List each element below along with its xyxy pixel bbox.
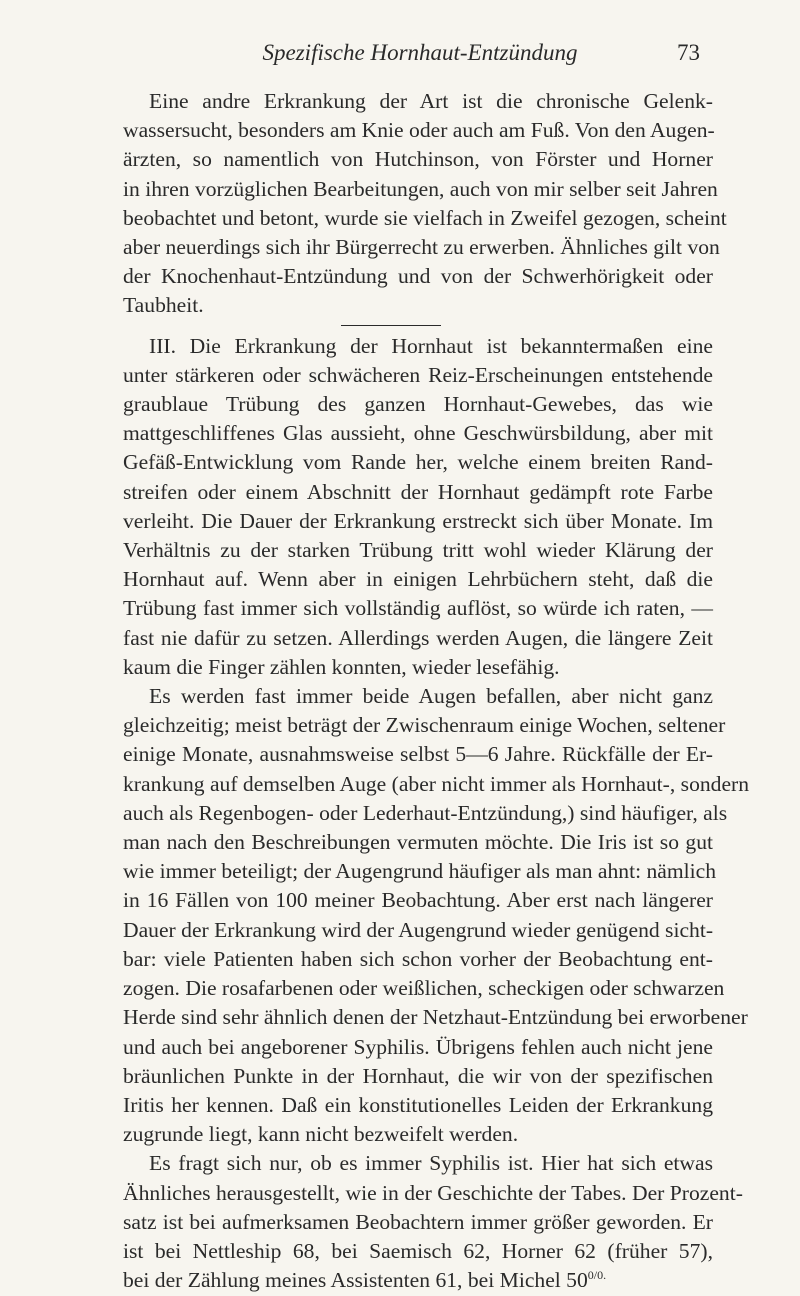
text-line: der Knochenhaut-Entzündung und von der Schwerhörigkeit oder: [123, 264, 713, 289]
body-text: [123, 87, 750, 1295]
text-line: bräunlichen Punkte in der Hornhaut, die wir von der spezifischen: [123, 1063, 713, 1088]
text-line: Herde sind sehr ähnlich denen der Netzhaut-Entzündung bei erworbener: [123, 1005, 748, 1030]
text-line: gleichzeitig; meist beträgt der Zwischenraum einige Wochen, seltener: [123, 713, 726, 738]
text-line: krankung auf demselben Auge (aber nicht immer als Hornhaut-, sondern: [123, 771, 750, 796]
text-line: in 16 Fällen von 100 meiner Beobachtung. Aber erst nach längerer: [123, 888, 713, 913]
text-line: wie immer beteiligt; der Augengrund häufiger als man ahnt: nämlich: [123, 859, 717, 884]
paragraph-1: [123, 87, 727, 321]
text-line: Ähnliches herausgestellt, wie in der Geschichte der Tabes. Der Prozent-: [123, 1180, 743, 1205]
paragraph-4: [123, 1149, 743, 1295]
text-line: einige Monate, ausnahmsweise selbst 5—6 Jahre. Rückfälle der Er-: [123, 742, 713, 767]
text-line: verleiht. Die Dauer der Erkrankung erstreckt sich über Monate. Im: [123, 508, 713, 533]
percent-symbol: 0/0.: [587, 1267, 607, 1282]
text-line: mattgeschliffenes Glas aussieht, ohne Geschwürsbildung, aber mit: [123, 421, 713, 446]
text-line-final-text: bei der Zählung meines Assistenten 61, bei Michel 50: [123, 1268, 588, 1293]
text-line: aber neuerdings sich ihr Bürgerrecht zu erwerben. Ähnliches gilt von: [123, 235, 720, 260]
page-header: [140, 40, 700, 80]
text-line: bar: viele Patienten haben sich schon vorher der Beobachtung ent-: [123, 946, 713, 971]
text-line: Es werden fast immer beide Augen befallen, aber nicht ganz: [149, 684, 713, 709]
text-line: Verhältnis zu der starken Trübung tritt wohl wieder Klärung der: [123, 538, 713, 563]
text-line: zogen. Die rosafarbenen oder weißlichen, scheckigen oder schwarzen: [123, 976, 725, 1001]
text-line: Taubheit.: [123, 293, 204, 318]
text-line-final: [123, 1266, 713, 1295]
text-line: Es fragt sich nur, ob es immer Syphilis ist. Hier hat sich etwas: [149, 1151, 713, 1176]
text-line: kaum die Finger zählen konnten, wieder lesefähig.: [123, 654, 560, 679]
text-line: unter stärkeren oder schwächeren Reiz-Erscheinungen entstehende: [123, 362, 713, 387]
text-line: Gefäß-Entwicklung vom Rande her, welche einem breiten Rand-: [123, 450, 713, 475]
text-line: Dauer der Erkrankung wird der Augengrund wieder genügend sicht-: [123, 917, 714, 942]
text-line: Hornhaut auf. Wenn aber in einigen Lehrbüchern steht, daß die: [123, 567, 713, 592]
text-line: streifen oder einem Abschnitt der Hornhaut gedämpft rote Farbe: [123, 479, 713, 504]
text-line: fast nie dafür zu setzen. Allerdings werden Augen, die längere Zeit: [123, 625, 713, 650]
text-line: ist bei Nettleship 68, bei Saemisch 62, Horner 62 (früher 57),: [123, 1238, 713, 1263]
paragraph-2: [123, 332, 713, 682]
text-line: man nach den Beschreibungen vermuten möchte. Die Iris ist so gut: [123, 830, 713, 855]
text-line: Iritis her kennen. Daß ein konstitutionelles Leiden der Erkrankung: [123, 1092, 713, 1117]
text-line: beobachtet und betont, wurde sie vielfach in Zweifel gezogen, scheint: [123, 205, 727, 230]
text-line: III. Die Erkrankung der Hornhaut ist bekanntermaßen eine: [149, 333, 713, 358]
paragraph-3: [123, 682, 750, 1149]
text-line: zugrunde liegt, kann nicht bezweifelt werden.: [123, 1122, 519, 1147]
text-line: Trübung fast immer sich vollständig auflöst, so würde ich raten, —: [123, 596, 713, 621]
text-line: ärzten, so namentlich von Hutchinson, von Förster und Horner: [123, 147, 713, 172]
text-line: auch als Regenbogen- oder Lederhaut-Entzündung,) sind häufiger, als: [123, 800, 728, 825]
section-divider: [341, 325, 441, 326]
text-line: Eine andre Erkrankung der Art ist die chronische Gelenk-: [149, 89, 713, 113]
text-line: graublaue Trübung des ganzen Hornhaut-Gewebes, das wie: [123, 392, 713, 417]
text-line: wassersucht, besonders am Knie oder auch am Fuß. Von den Augen-: [123, 118, 715, 143]
page-number: 73: [677, 40, 700, 65]
text-line: satz ist bei aufmerksamen Beobachtern immer größer geworden. Er: [123, 1209, 713, 1234]
text-line: in ihren vorzüglichen Bearbeitungen, auch von mir selber seit Jahren: [123, 176, 718, 201]
running-title: Spezifische Hornhaut-Entzündung: [262, 40, 578, 65]
text-line: und auch bei angeborener Syphilis. Übrigens fehlen auch nicht jene: [123, 1034, 713, 1059]
